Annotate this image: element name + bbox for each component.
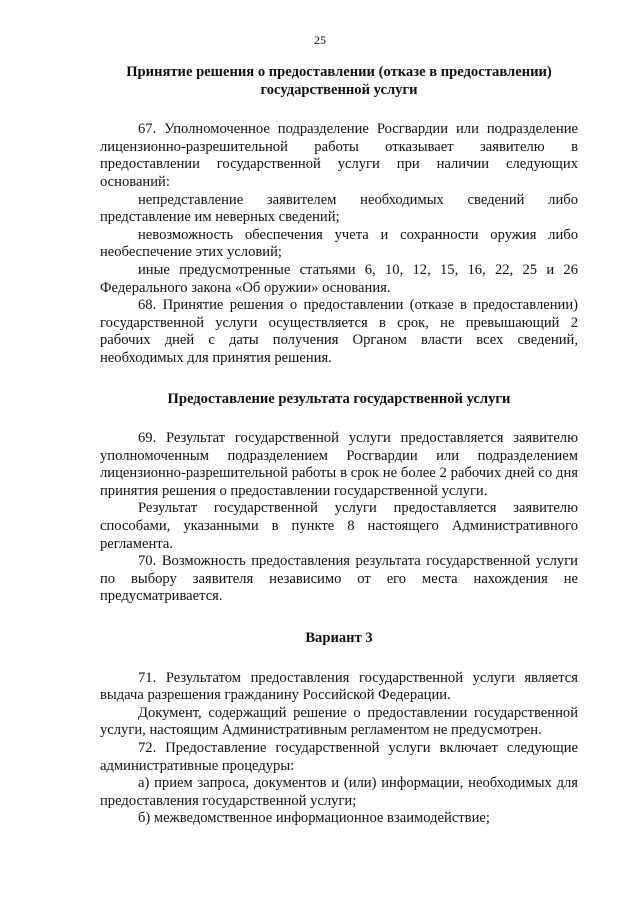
section-heading-decision [100,64,578,99]
section-heading-variant-3: Вариант 3 [305,630,373,647]
paragraph-68: 68. Принятие решения о предоставлении (отказе в предоставлении) государственной услуги осуществляется в срок, не превышающий 2 рабочих дней с даты получения Органом власти всех сведений, необходимых для принятия решения. [100,297,578,366]
paragraph-70: 70. Возможность предоставления результата государственной услуги по выбору заявителя независимо от его места нахождения не предусматривается. [100,553,578,605]
document-body [100,64,578,828]
list-item-a: а) прием запроса, документов и (или) информации, необходимых для предоставления государственной услуги; [100,775,578,809]
paragraph-69-methods: Результат государственной услуги предоставляется заявителю способами, указанными в пункте 8 настоящего Административного регламента. [100,500,578,552]
paragraph-ground-2: невозможность обеспечения учета и сохранности оружия либо необеспечение этих условий; [100,226,578,261]
list-item-b: б) межведомственное информационное взаимодействие; [138,810,490,827]
section-heading-decision-line1: Принятие решения о предоставлении (отказе в предоставлении) [126,64,552,80]
paragraph-71: 71. Результатом предоставления государственной услуги является выдача разрешения гражданину Российской Федерации. [100,669,578,704]
section-heading-decision-line2: государственной услуги [260,81,418,98]
paragraph-72: 72. Предоставление государственной услуги включает следующие административные процедуры: [100,740,578,774]
paragraph-71-document: Документ, содержащий решение о предоставлении государственной услуги, настоящим Административным регламентом не предусмотрен. [100,704,578,739]
paragraph-ground-1: непредставление заявителем необходимых сведений либо представление им неверных сведений; [100,191,578,226]
page-number: 25 [314,33,326,47]
paragraph-ground-3: иные предусмотренные статьями 6, 10, 12, 15, 16, 22, 25 и 26 Федерального закона «Об оружии» основания. [100,261,578,296]
paragraph-69: 69. Результат государственной услуги предоставляется заявителю уполномоченным подразделением Росгвардии или подразделением лицензионно-разрешительной работы в срок не более 2 рабочих дней со дня принятия решения о предоставлении государственной услуги. [100,430,578,499]
paragraph-67: 67. Уполномоченное подразделение Росгвардии или подразделение лицензионно-разрешительной работы отказывает заявителю в предоставлении государственной услуги при наличии следующих оснований: [100,121,578,190]
section-heading-result: Предоставление результата государственной услуги [167,390,511,407]
